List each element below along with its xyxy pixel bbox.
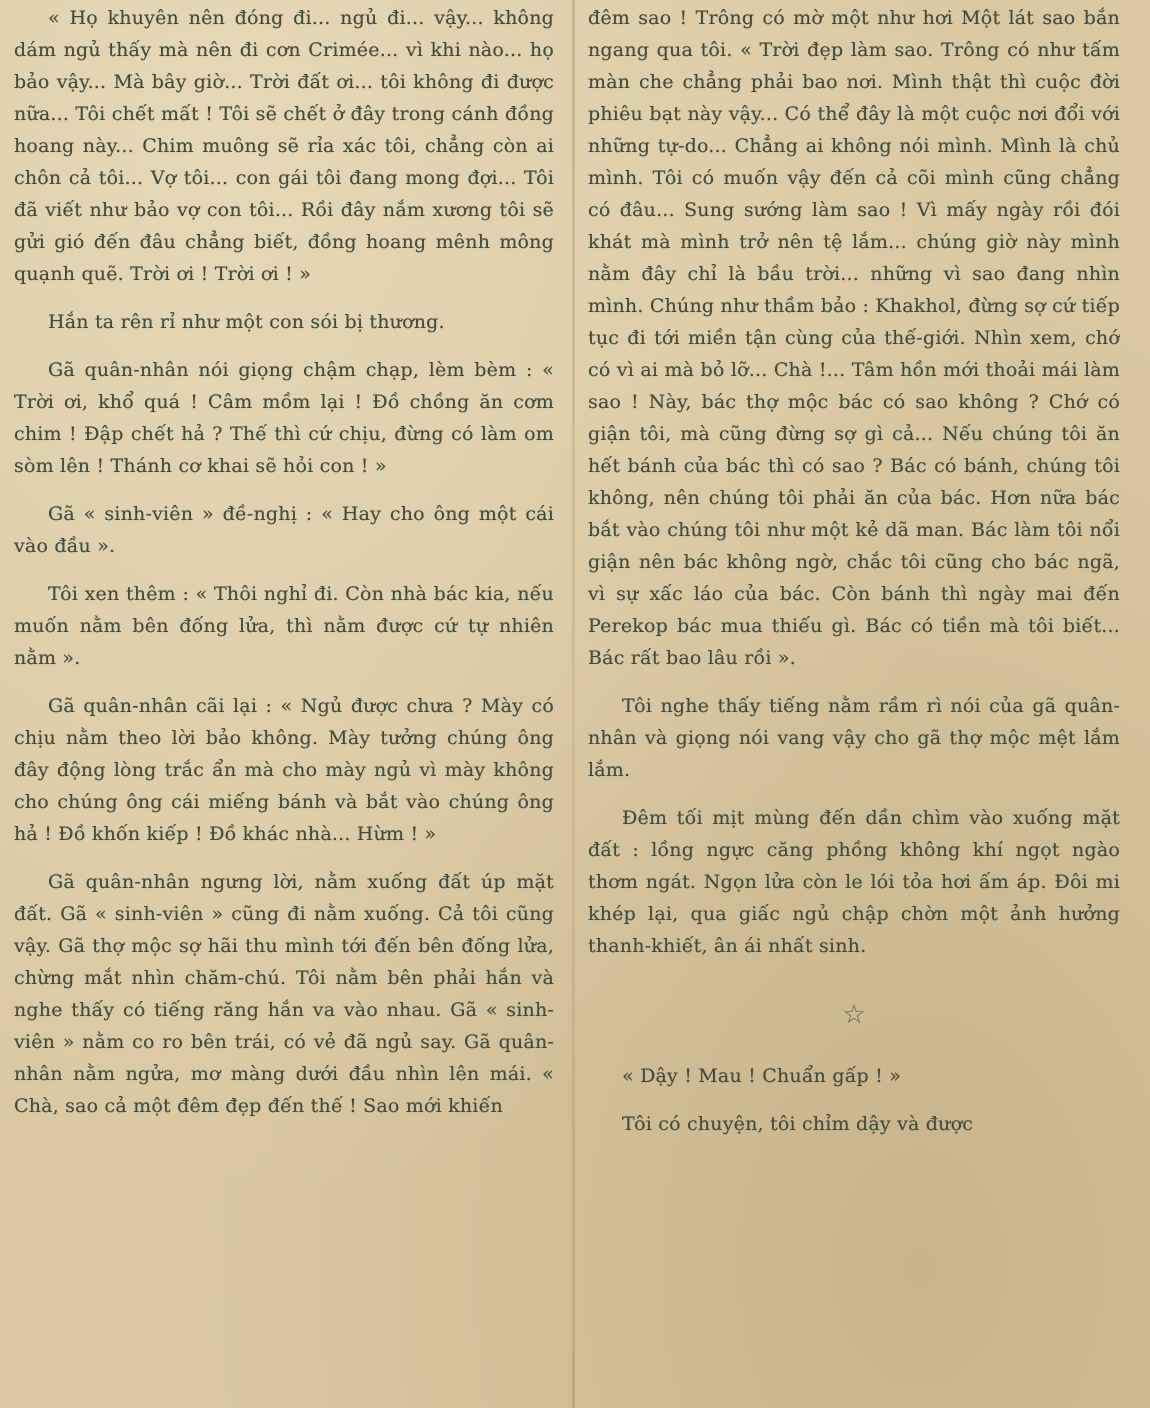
left-column (14, 2, 554, 1408)
section-break-star: ☆ (842, 1000, 866, 1030)
paragraph: Gã quân-nhân ngưng lời, nằm xuống đất úp mặt đất. Gã « sinh-viên » cũng đi nằm xuống. Cả tôi cũng vậy. Gã thợ mộc sợ hãi thu mình tới đến bên đống lửa, chừng mắt nhìn chăm-chú. Tôi nằm bên phải hắn và nghe thấy có tiếng răng hắn va vào nhau. Gã « sinh-viên » nằm co ro bên trái, có vẻ đã ngủ say. Gã quân-nhân nằm ngửa, mơ màng dưới đầu nhìn lên mái. « Chà, sao cả một đêm đẹp đến thế ! Sao mới khiến (14, 871, 554, 1117)
column-gutter (572, 0, 575, 1408)
paragraph: Hắn ta rên rỉ như một con sói bị thương. (48, 311, 445, 333)
paragraph: Tôi nghe thấy tiếng nằm rầm rì nói của gã quân-nhân và giọng nói vang vậy cho gã thợ mộc mệt lắm lắm. (588, 695, 1120, 781)
paragraph: Gã quân-nhân nói giọng chậm chạp, lèm bèm : « Trời ơi, khổ quá ! Câm mồm lại ! Đồ chồng ăn cơm chim ! Đập chết hả ? Thế thì cứ chịu, đừng có làm om sòm lên ! Thánh cơ khai sẽ hỏi con ! » (14, 359, 554, 477)
paragraph: « Dậy ! Mau ! Chuẩn gấp ! » (622, 1065, 902, 1087)
paragraph: Đêm tối mịt mùng đến dần chìm vào xuống mặt đất : lồng ngực căng phồng không khí ngọt ngào thơm ngát. Ngọn lửa còn le lói tỏa hơi ấm áp. Đôi mi khép lại, qua giấc ngủ chập chờn một ảnh hưởng thanh-khiết, ân ái nhất sinh. (588, 807, 1120, 957)
paragraph: Tôi xen thêm : « Thôi nghỉ đi. Còn nhà bác kia, nếu muốn nằm bên đống lửa, thì nằm được cứ tự nhiên nằm ». (14, 583, 554, 669)
paragraph: Gã « sinh-viên » đề-nghị : « Hay cho ông một cái vào đầu ». (14, 503, 554, 557)
right-column (588, 2, 1120, 1408)
paragraph: Gã quân-nhân cãi lại : « Ngủ được chưa ? Mày có chịu nằm theo lời bảo không. Mày tưởng chúng ông đây động lòng trắc ẩn mà cho mày ngủ vì mày không cho chúng ông cái miếng bánh và bắt vào chúng ông hả ! Đồ khốn kiếp ! Đồ khác nhà... Hừm ! » (14, 695, 554, 845)
paragraph: đêm sao ! Trông có mờ một như hơi Một lát sao bắn ngang qua tôi. « Trời đẹp làm sao. Trông có như tấm màn che chẳng phải bao nơi. Mình thật thì cuộc đời phiêu bạt này vậy... Có thể đây là một cuộc nơi đổi với những tự-do... Chẳng ai không nói mình. Mình là chủ mình. Tôi có muốn vậy đến cả cõi mình cũng chẳng có đâu... Sung sướng làm sao ! Vì mấy ngày rồi đói khát mà mình trở nên tệ lắm... chúng giờ này mình nằm đây chỉ là bầu trời... những vì sao đang nhìn mình. Chúng như thầm bảo : Khakhol, đừng sợ cứ tiếp tục đi tới miền tận cùng của thế-giới. Nhìn xem, chớ có vì ai mà bỏ lỡ... Chà !... Tâm hồn mới thoải mái làm sao ! Này, bác thợ mộc bác có sao không ? Chớ có giận tôi, mà cũng đừng sợ gì cả... Nếu chúng tôi ăn hết bánh của bác thì có sao ? Bác có bánh, chúng tôi không, nên chúng tôi phải ăn của bác. Hơn nữa bác bắt vào chúng tôi như một kẻ dã man. Bác làm tôi nổi giận nên bác không ngờ, chắc tôi cũng cho bác ngã, vì sự xấc láo của bác. Còn bánh thì ngày mai đến Perekop bác mua thiếu gì. Bác có tiền mà tôi biết... Bác rất bao lâu rồi ». (588, 7, 1120, 669)
paragraph: Tôi có chuyện, tôi chỉm dậy và được (622, 1113, 974, 1135)
paragraph: « Họ khuyên nên đóng đi... ngủ đi... vậy... không dám ngủ thấy mà nên đi cơn Crimée... vì khi nào... họ bảo vậy... Mà bây giờ... Trời đất ơi... tôi không đi được nữa... Tôi chết mất ! Tôi sẽ chết ở đây trong cánh đồng hoang này... Chim muông sẽ rỉa xác tôi, chẳng còn ai chôn cả tôi... Vợ tôi... con gái tôi đang mong đợi... Tôi đã viết như bảo vợ con tôi... Rồi đây nắm xương tôi sẽ gửi gió đến đâu chẳng biết, đồng hoang mênh mông quạnh quẽ. Trời ơi ! Trời ơi ! » (14, 7, 554, 285)
